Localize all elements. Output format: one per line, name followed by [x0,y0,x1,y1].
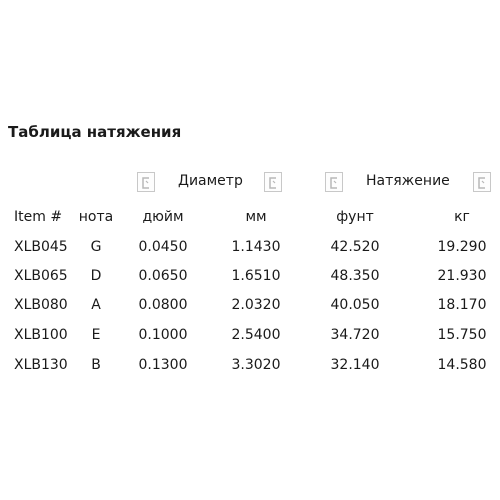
table-cell-lb: 40.050 [330,297,380,313]
table-cell-mm: 1.1430 [231,239,281,255]
bracket-icon [329,177,339,189]
column-header-note: нота [78,209,114,225]
tension-right-toggle-icon[interactable] [473,172,491,192]
table-cell-kg: 14.580 [437,357,487,373]
tension-table-title: Таблица натяжения [8,123,182,141]
table-cell-inch: 0.0800 [138,297,188,313]
diameter-right-toggle-icon[interactable] [264,172,282,192]
table-cell-note: A [91,297,101,313]
table-cell-note: B [91,357,101,373]
column-header-lb: фунт [336,209,374,225]
table-cell-item: XLB045 [14,239,68,255]
table-cell-note: E [91,327,101,343]
table-cell-item: XLB130 [14,357,68,373]
table-cell-inch: 0.1300 [138,357,188,373]
table-cell-note: G [90,239,102,255]
diameter-left-toggle-icon[interactable] [137,172,155,192]
table-cell-kg: 19.290 [437,239,487,255]
table-cell-note: D [90,268,102,284]
table-cell-mm: 2.0320 [231,297,281,313]
table-cell-kg: 15.750 [437,327,487,343]
table-cell-inch: 0.0650 [138,268,188,284]
table-cell-lb: 48.350 [330,268,380,284]
table-cell-mm: 3.3020 [231,357,281,373]
table-cell-kg: 18.170 [437,297,487,313]
table-cell-inch: 0.1000 [138,327,188,343]
bracket-icon [477,177,487,189]
column-header-inch: дюйм [142,209,184,225]
table-cell-kg: 21.930 [437,268,487,284]
tension-left-toggle-icon[interactable] [325,172,343,192]
bracket-icon [268,177,278,189]
table-cell-lb: 42.520 [330,239,380,255]
table-cell-item: XLB100 [14,327,68,343]
tension-group-header: Натяжение [366,173,450,189]
column-header-kg: кг [454,209,470,225]
column-header-mm: мм [245,209,267,225]
diameter-group-header: Диаметр [178,173,243,189]
table-cell-lb: 34.720 [330,327,380,343]
table-cell-mm: 2.5400 [231,327,281,343]
bracket-icon [141,177,151,189]
table-cell-item: XLB065 [14,268,68,284]
table-cell-inch: 0.0450 [138,239,188,255]
table-cell-mm: 1.6510 [231,268,281,284]
table-cell-lb: 32.140 [330,357,380,373]
table-cell-item: XLB080 [14,297,68,313]
column-header-item: Item # [14,209,63,225]
